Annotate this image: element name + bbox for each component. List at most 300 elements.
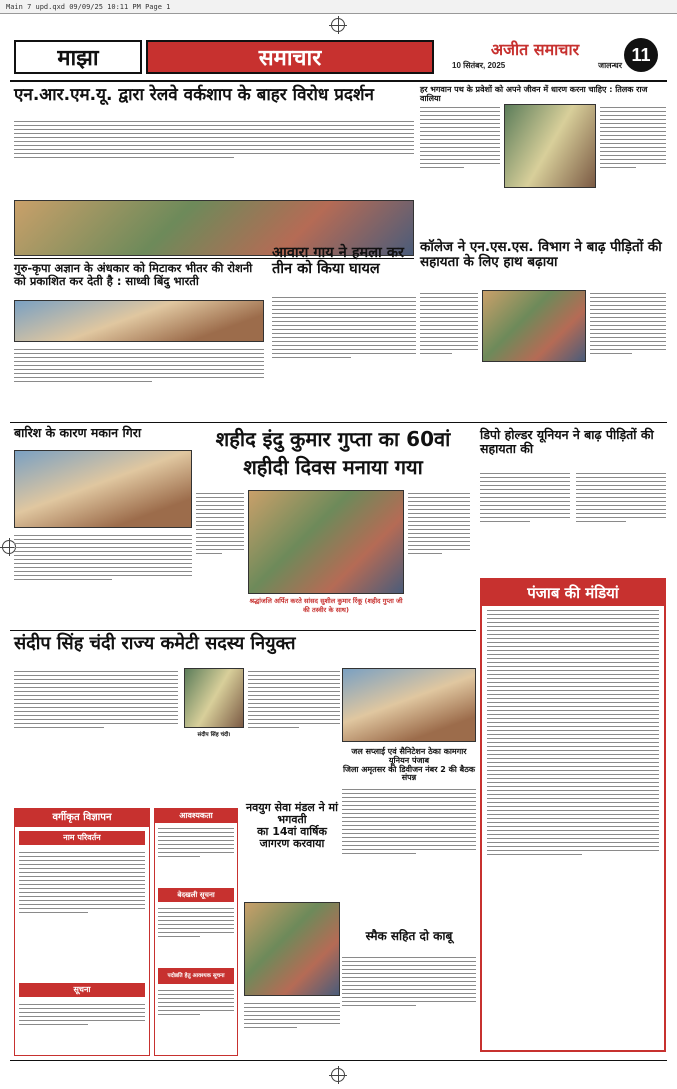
headline-depot: डिपो होल्डर यूनियन ने बाढ़ पीड़ितों की सहायता की (480, 427, 654, 456)
text-line (19, 888, 145, 889)
text-line (487, 754, 659, 755)
body-nmu (14, 118, 414, 200)
text-line (480, 497, 570, 498)
photo-rain (14, 450, 192, 528)
text-line (196, 529, 244, 530)
text-line (248, 699, 340, 700)
text-line (420, 119, 500, 120)
text-line (576, 505, 666, 506)
text-line (14, 539, 192, 540)
text-line (487, 834, 659, 835)
text-line (342, 1005, 416, 1006)
text-line (576, 489, 666, 490)
text-line (576, 473, 666, 474)
text-line (248, 719, 340, 720)
photo-navyug (244, 902, 340, 996)
photo-sandeep (184, 668, 244, 728)
text-line (158, 852, 234, 853)
body-depot-1 (480, 470, 570, 574)
text-line (590, 337, 666, 338)
text-line (487, 802, 659, 803)
text-line (487, 742, 659, 743)
text-line (342, 845, 476, 846)
text-line (487, 854, 582, 855)
text-line (600, 163, 666, 164)
body-union (342, 786, 476, 924)
photo-shaheed (248, 490, 404, 594)
text-line (600, 131, 666, 132)
school-list (158, 987, 234, 1043)
text-line (487, 698, 659, 699)
text-line (408, 513, 470, 514)
text-line (590, 305, 666, 306)
text-line (487, 690, 659, 691)
text-line (14, 723, 178, 724)
text-line (487, 626, 659, 627)
photo-guru (14, 300, 264, 342)
text-line (408, 509, 470, 510)
text-line (248, 675, 340, 676)
text-line (14, 551, 192, 552)
text-line (420, 341, 478, 342)
text-line (420, 147, 500, 148)
text-line (19, 872, 145, 873)
text-line (14, 361, 264, 362)
text-line (420, 123, 500, 124)
text-line (487, 798, 659, 799)
text-line (487, 722, 659, 723)
text-line (480, 473, 570, 474)
text-line (590, 325, 666, 326)
text-line (158, 936, 200, 937)
text-line (487, 674, 659, 675)
text-line (408, 521, 470, 522)
text-line (487, 710, 659, 711)
text-line (420, 301, 478, 302)
body-rain (14, 532, 192, 628)
text-line (487, 782, 659, 783)
text-line (19, 1024, 88, 1025)
text-line (487, 842, 659, 843)
text-line (158, 998, 234, 999)
text-line (487, 694, 659, 695)
text-line (600, 147, 666, 148)
text-line (590, 301, 666, 302)
text-line (14, 707, 178, 708)
text-line (342, 969, 476, 970)
text-line (14, 153, 414, 154)
text-line (244, 1011, 340, 1012)
text-line (248, 679, 340, 680)
text-line (576, 501, 666, 502)
body-college-1 (420, 290, 478, 416)
text-line (14, 133, 414, 134)
text-line (342, 805, 476, 806)
body-cow (272, 294, 416, 420)
text-line (196, 517, 244, 518)
section-divider (10, 422, 667, 423)
text-line (487, 766, 659, 767)
text-line (19, 1016, 145, 1017)
text-line (14, 555, 192, 556)
text-line (196, 513, 244, 514)
dateline (452, 60, 622, 72)
text-line (19, 852, 145, 853)
text-line (272, 353, 416, 354)
text-line (487, 746, 659, 747)
text-line (487, 670, 659, 671)
text-line (14, 137, 414, 138)
text-line (487, 618, 659, 619)
text-line (600, 143, 666, 144)
classifieds-box-2 (154, 808, 238, 1056)
text-line (487, 758, 659, 759)
text-line (420, 139, 500, 140)
text-line (480, 501, 570, 502)
text-line (196, 553, 222, 554)
text-line (420, 329, 478, 330)
text-line (19, 904, 145, 905)
text-line (487, 770, 659, 771)
text-line (408, 533, 470, 534)
text-line (600, 107, 666, 108)
text-line (600, 155, 666, 156)
text-line (244, 1023, 340, 1024)
text-line (158, 908, 234, 909)
text-line (487, 762, 659, 763)
text-line (272, 317, 416, 318)
text-line (420, 325, 478, 326)
text-line (420, 167, 464, 168)
text-line (272, 349, 416, 350)
text-line (342, 977, 476, 978)
section-divider (10, 630, 476, 631)
body-guru (14, 346, 264, 420)
text-line (14, 121, 414, 122)
body-tilak-1 (420, 104, 500, 234)
text-line (14, 141, 414, 142)
headline-shaheed-1: शहीद इंदु कुमार गुप्ता का 60वां (215, 427, 451, 451)
text-line (158, 840, 234, 841)
text-line (248, 691, 340, 692)
text-line (272, 357, 351, 358)
text-line (14, 711, 178, 712)
headline-smack: स्मैक सहित दो काबू (365, 929, 453, 943)
headline-sandeep: संदीप सिंह चंदी राज्य कमेटी सदस्य नियुक्त (14, 633, 296, 654)
headline-union-1: जल सप्लाई एवं सैनिटेशन ठेका कामगार यूनियन पंजाब (351, 747, 467, 765)
text-line (19, 880, 145, 881)
text-line (14, 149, 414, 150)
text-line (408, 517, 470, 518)
mandi-rates (487, 610, 659, 1046)
text-line (342, 813, 476, 814)
text-line (19, 1008, 145, 1009)
text-line (408, 493, 470, 494)
text-line (342, 821, 476, 822)
body-sandeep-1 (14, 668, 178, 788)
text-line (590, 349, 666, 350)
text-line (14, 695, 178, 696)
text-line (408, 505, 470, 506)
text-line (487, 778, 659, 779)
text-line (487, 610, 659, 611)
text-line (590, 329, 666, 330)
photo-tilak (504, 104, 596, 188)
text-line (487, 658, 659, 659)
text-line (420, 297, 478, 298)
body-navyug (244, 1000, 340, 1056)
text-line (576, 517, 666, 518)
text-line (600, 139, 666, 140)
text-line (158, 1006, 234, 1007)
text-line (196, 537, 244, 538)
text-line (14, 377, 264, 378)
headline-rain: बारिश के कारण मकान गिरा (14, 425, 142, 440)
text-line (14, 129, 414, 130)
text-line (14, 703, 178, 704)
text-line (342, 797, 476, 798)
text-line (342, 997, 476, 998)
body-tilak-2 (600, 104, 666, 234)
text-line (420, 313, 478, 314)
text-line (196, 501, 244, 502)
text-line (342, 841, 476, 842)
text-line (487, 638, 659, 639)
text-line (576, 513, 666, 514)
text-line (342, 829, 476, 830)
text-line (420, 353, 452, 354)
text-line (408, 545, 470, 546)
text-line (590, 313, 666, 314)
text-line (408, 541, 470, 542)
text-line (600, 159, 666, 160)
text-line (487, 850, 659, 851)
issue-date: 10 सितंबर, 2025 (452, 61, 506, 70)
text-line (487, 646, 659, 647)
text-line (408, 525, 470, 526)
text-line (342, 957, 476, 958)
body-smack (342, 954, 476, 1056)
text-line (196, 545, 244, 546)
text-line (272, 301, 416, 302)
text-line (248, 695, 340, 696)
headline-union-2: जिला अमृतसर की डिवीजन नंबर 2 की बैठक संपन्न (342, 764, 476, 783)
caption-shaheed: श्रद्धांजलि अर्पित करते सांसद सुशील कुमार रिंकू (शहीद गुप्ता जी की तस्वीर के साथ) (249, 597, 403, 614)
text-line (487, 654, 659, 655)
text-line (487, 830, 659, 831)
text-line (19, 868, 145, 869)
text-line (600, 127, 666, 128)
text-line (487, 846, 659, 847)
headline-college: कॉलेज ने एन.एस.एस. विभाग ने बाढ़ पीड़ितों की सहायता के लिए हाथ बढ़ाया (420, 239, 662, 270)
text-line (14, 547, 192, 548)
text-line (19, 1004, 145, 1005)
text-line (248, 711, 340, 712)
text-line (14, 687, 178, 688)
headline-guru: गुरु-कृपा अज्ञान के अंधकार को मिटाकर भीतर की रोशनी को प्रकाशित कर देती है : साध्वी बिंदु भारती (14, 261, 253, 288)
text-line (272, 325, 416, 326)
text-line (487, 810, 659, 811)
text-line (420, 333, 478, 334)
text-line (14, 575, 192, 576)
text-line (576, 477, 666, 478)
text-line (600, 151, 666, 152)
text-line (14, 571, 192, 572)
text-line (590, 309, 666, 310)
page-number: 11 (624, 38, 658, 72)
text-line (248, 671, 340, 672)
text-line (196, 541, 244, 542)
notice-list (19, 1001, 145, 1049)
text-line (487, 838, 659, 839)
text-line (590, 345, 666, 346)
text-line (420, 127, 500, 128)
text-line (420, 111, 500, 112)
text-line (408, 501, 470, 502)
text-line (487, 718, 659, 719)
text-line (196, 497, 244, 498)
text-line (420, 107, 500, 108)
text-line (480, 509, 570, 510)
text-line (342, 989, 476, 990)
text-line (487, 734, 659, 735)
headline-nmu: एन.आर.एम.यू. द्वारा रेलवे वर्कशाप के बाहर विरोध प्रदर्शन (14, 85, 374, 105)
text-line (487, 686, 659, 687)
text-line (487, 738, 659, 739)
text-line (14, 671, 178, 672)
text-line (600, 123, 666, 124)
text-line (420, 159, 500, 160)
text-line (576, 485, 666, 486)
text-line (342, 793, 476, 794)
text-line (590, 297, 666, 298)
text-line (14, 559, 192, 560)
text-line (487, 714, 659, 715)
text-line (420, 309, 478, 310)
text-line (14, 683, 178, 684)
text-line (480, 489, 570, 490)
text-line (342, 981, 476, 982)
text-line (480, 485, 570, 486)
text-line (19, 912, 88, 913)
text-line (590, 321, 666, 322)
text-line (14, 715, 178, 716)
text-line (158, 924, 234, 925)
text-line (342, 849, 476, 850)
text-line (487, 786, 659, 787)
name-change-list (19, 849, 145, 979)
issue-city: जालन्धर (598, 61, 622, 70)
text-line (158, 1002, 234, 1003)
text-line (272, 345, 416, 346)
text-line (14, 157, 234, 158)
text-line (248, 687, 340, 688)
text-line (342, 985, 476, 986)
text-line (196, 525, 244, 526)
text-line (342, 817, 476, 818)
text-line (272, 341, 416, 342)
headline-union-wrap (342, 747, 476, 783)
registration-mark-icon (331, 18, 345, 32)
text-line (420, 155, 500, 156)
text-line (342, 993, 476, 994)
body-college-2 (590, 290, 666, 416)
text-line (420, 349, 478, 350)
text-line (158, 928, 234, 929)
text-line (248, 723, 340, 724)
school-heading: पदोन्नति हेतु आवश्यक सूचना (158, 968, 234, 984)
text-line (158, 990, 234, 991)
property-list (158, 905, 234, 965)
mandi-box (480, 578, 666, 1052)
text-line (600, 111, 666, 112)
text-line (590, 333, 666, 334)
text-line (19, 892, 145, 893)
classifieds-box (14, 808, 150, 1056)
text-line (158, 916, 234, 917)
text-line (408, 497, 470, 498)
text-line (487, 806, 659, 807)
text-line (19, 900, 145, 901)
text-line (342, 973, 476, 974)
text-line (158, 836, 234, 837)
headline-navyug-1: नवयुग सेवा मंडल ने मां भगवती (246, 801, 338, 827)
body-depot-2 (576, 470, 666, 574)
text-line (487, 826, 659, 827)
text-line (158, 920, 234, 921)
text-line (14, 373, 264, 374)
text-line (248, 707, 340, 708)
text-line (244, 1015, 340, 1016)
text-line (14, 691, 178, 692)
text-line (248, 703, 340, 704)
text-line (14, 145, 414, 146)
text-line (487, 666, 659, 667)
text-line (244, 1003, 340, 1004)
text-line (342, 833, 476, 834)
text-line (14, 563, 192, 564)
text-line (408, 529, 470, 530)
text-line (487, 702, 659, 703)
text-line (480, 513, 570, 514)
text-line (342, 961, 476, 962)
body-sandeep-2 (248, 668, 340, 788)
text-line (420, 151, 500, 152)
text-line (420, 345, 478, 346)
headline-shaheed-2: शहीदी दिवस मनाया गया (243, 455, 423, 479)
text-line (272, 297, 416, 298)
printer-slug: Main 7 upd.qxd 09/09/25 10:11 PM Page 1 (0, 0, 677, 14)
text-line (487, 794, 659, 795)
text-line (487, 630, 659, 631)
text-line (19, 864, 145, 865)
text-line (19, 856, 145, 857)
text-line (272, 305, 416, 306)
text-line (14, 699, 178, 700)
newspaper-brand: अजीत समाचार (490, 40, 580, 59)
text-line (487, 634, 659, 635)
text-line (600, 135, 666, 136)
body-shaheed-1 (196, 490, 244, 620)
text-line (487, 706, 659, 707)
text-line (158, 856, 200, 857)
text-line (19, 1012, 145, 1013)
notice-heading: सूचना (19, 983, 145, 997)
text-line (480, 517, 570, 518)
text-line (480, 505, 570, 506)
text-line (196, 549, 244, 550)
text-line (19, 908, 145, 909)
